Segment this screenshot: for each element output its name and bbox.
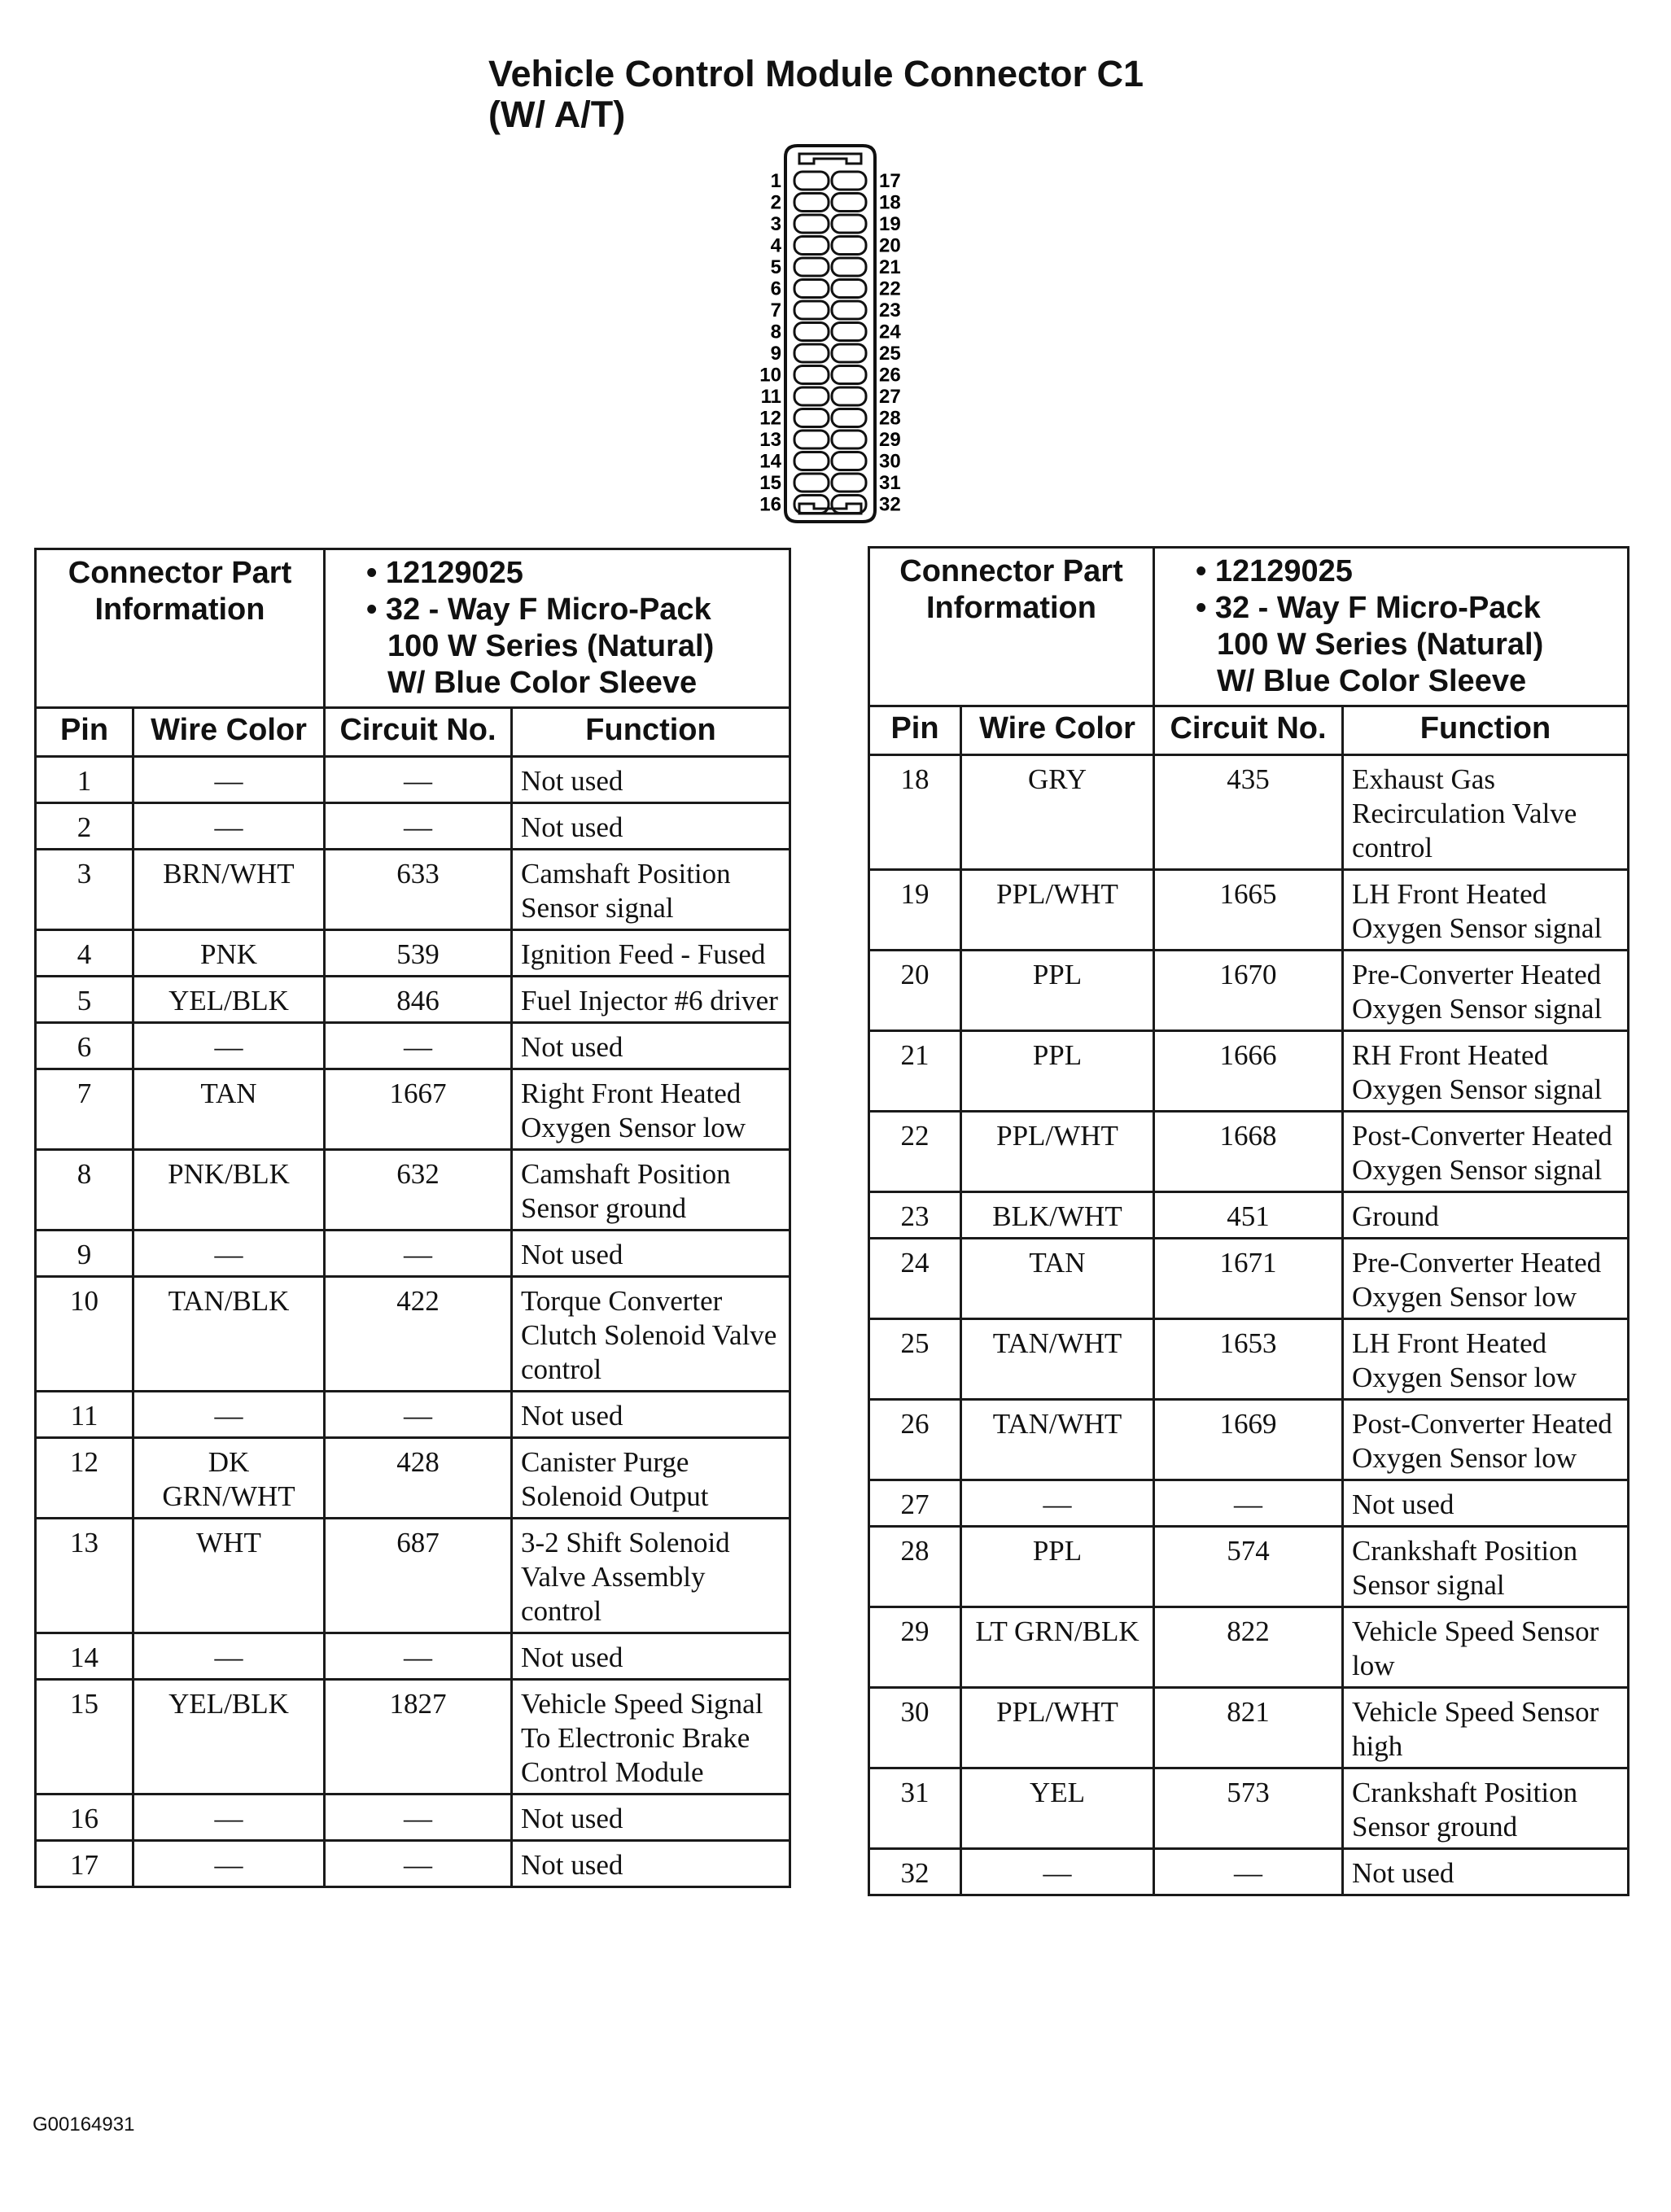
right-pin-cavity bbox=[832, 452, 866, 470]
circuit-cell: 1668 bbox=[1154, 1112, 1343, 1192]
function-cell: Vehicle Speed Sensor high bbox=[1343, 1688, 1629, 1768]
pin-cell: 28 bbox=[869, 1527, 961, 1607]
pin-number-label: 13 bbox=[759, 429, 781, 451]
circuit-cell: — bbox=[325, 1795, 512, 1841]
pin-number-label: 5 bbox=[770, 256, 781, 278]
pin-number-label: 6 bbox=[770, 278, 781, 300]
wire-color-cell: BLK/WHT bbox=[961, 1192, 1154, 1239]
pin-number-label: 15 bbox=[759, 472, 781, 494]
function-cell: Post-Converter Heated Oxygen Sensor signal bbox=[1343, 1112, 1629, 1192]
connector-housing bbox=[785, 146, 875, 522]
circuit-cell: — bbox=[325, 1841, 512, 1887]
pin-number-label: 28 bbox=[879, 407, 901, 430]
column-header-pin: Pin bbox=[869, 706, 961, 755]
function-cell: Crankshaft Position Sensor signal bbox=[1343, 1527, 1629, 1607]
table-row bbox=[36, 1841, 790, 1887]
circuit-cell: 632 bbox=[325, 1150, 512, 1231]
pin-cell: 18 bbox=[869, 755, 961, 870]
pin-number-label: 20 bbox=[879, 234, 901, 257]
pin-cell: 2 bbox=[36, 803, 133, 850]
pin-cell: 29 bbox=[869, 1607, 961, 1688]
pin-cell: 32 bbox=[869, 1849, 961, 1895]
wire-color-cell: PPL bbox=[961, 1031, 1154, 1112]
pin-cell: 21 bbox=[869, 1031, 961, 1112]
part-info-row bbox=[869, 548, 1629, 706]
pin-number-label: 31 bbox=[879, 472, 901, 494]
left-pin-cavity bbox=[794, 344, 829, 362]
pin-cell: 5 bbox=[36, 977, 133, 1023]
wire-color-cell: — bbox=[133, 1795, 325, 1841]
pin-number-label: 7 bbox=[770, 299, 781, 321]
circuit-cell: 539 bbox=[325, 930, 512, 977]
part-info-item: W/ Blue Color Sleeve bbox=[387, 666, 698, 700]
left-pin-cavity bbox=[794, 237, 829, 255]
function-cell: Not used bbox=[1343, 1849, 1629, 1895]
function-cell: Fuel Injector #6 driver bbox=[512, 977, 790, 1023]
table-row bbox=[869, 1527, 1629, 1607]
wire-color-cell: — bbox=[961, 1480, 1154, 1527]
table-row bbox=[869, 870, 1629, 951]
function-cell: Not used bbox=[512, 1633, 790, 1680]
left-pin-cavity bbox=[794, 194, 829, 212]
table-row bbox=[869, 1400, 1629, 1480]
left-pin-cavity bbox=[794, 387, 829, 405]
table-row bbox=[869, 1607, 1629, 1688]
circuit-cell: — bbox=[325, 1231, 512, 1277]
part-info-item: • 12129025 bbox=[366, 556, 523, 590]
wire-color-cell: PPL bbox=[961, 951, 1154, 1031]
circuit-cell: 573 bbox=[1154, 1768, 1343, 1849]
title-line-1: Vehicle Control Module Connector C1 bbox=[488, 53, 1144, 94]
table-row bbox=[36, 1023, 790, 1069]
column-header-row bbox=[36, 708, 790, 757]
column-header-function: Function bbox=[512, 708, 790, 757]
part-info-item: 100 W Series (Natural) bbox=[1217, 627, 1544, 662]
pin-table-left bbox=[34, 548, 791, 1888]
function-cell: Pre-Converter Heated Oxygen Sensor signal bbox=[1343, 951, 1629, 1031]
wire-color-cell: PPL/WHT bbox=[961, 870, 1154, 951]
table-row bbox=[869, 1239, 1629, 1319]
function-cell: Ignition Feed - Fused bbox=[512, 930, 790, 977]
circuit-cell: 422 bbox=[325, 1277, 512, 1392]
pin-number-label: 10 bbox=[759, 364, 781, 387]
function-cell: Camshaft Position Sensor ground bbox=[512, 1150, 790, 1231]
circuit-cell: 451 bbox=[1154, 1192, 1343, 1239]
function-cell: LH Front Heated Oxygen Sensor low bbox=[1343, 1319, 1629, 1400]
pin-number-label: 29 bbox=[879, 429, 901, 451]
table-row bbox=[36, 930, 790, 977]
function-cell: RH Front Heated Oxygen Sensor signal bbox=[1343, 1031, 1629, 1112]
pin-cell: 30 bbox=[869, 1688, 961, 1768]
pin-cell: 10 bbox=[36, 1277, 133, 1392]
circuit-cell: 1669 bbox=[1154, 1400, 1343, 1480]
circuit-cell: 1667 bbox=[325, 1069, 512, 1150]
function-cell: Not used bbox=[512, 803, 790, 850]
function-cell: Exhaust Gas Recirculation Valve control bbox=[1343, 755, 1629, 870]
column-header-function: Function bbox=[1343, 706, 1629, 755]
pin-cell: 26 bbox=[869, 1400, 961, 1480]
table-row bbox=[36, 1633, 790, 1680]
wire-color-cell: YEL/BLK bbox=[133, 1680, 325, 1795]
table-row bbox=[869, 1319, 1629, 1400]
left-pin-cavity bbox=[794, 280, 829, 298]
pin-number-label: 19 bbox=[879, 213, 901, 235]
pin-cell: 9 bbox=[36, 1231, 133, 1277]
pin-number-label: 2 bbox=[770, 191, 781, 214]
column-header-row bbox=[869, 706, 1629, 755]
table-row bbox=[36, 850, 790, 930]
wire-color-cell: TAN/WHT bbox=[961, 1319, 1154, 1400]
function-cell: Not used bbox=[512, 1392, 790, 1438]
table-row bbox=[36, 1069, 790, 1150]
table-row bbox=[36, 1392, 790, 1438]
document-title bbox=[488, 54, 1144, 135]
wire-color-cell: — bbox=[133, 1231, 325, 1277]
wire-color-cell: GRY bbox=[961, 755, 1154, 870]
left-pin-cavity bbox=[794, 431, 829, 448]
right-pin-cavity bbox=[832, 258, 866, 276]
function-cell: Not used bbox=[512, 1841, 790, 1887]
pin-cell: 24 bbox=[869, 1239, 961, 1319]
function-cell: Ground bbox=[1343, 1192, 1629, 1239]
table-row bbox=[36, 757, 790, 803]
table-row bbox=[36, 1795, 790, 1841]
wire-color-cell: PPL/WHT bbox=[961, 1112, 1154, 1192]
part-info-item: • 12129025 bbox=[1196, 554, 1353, 588]
table-row bbox=[36, 1231, 790, 1277]
pin-number-label: 27 bbox=[879, 386, 901, 408]
wire-color-cell: — bbox=[133, 1841, 325, 1887]
pin-cell: 16 bbox=[36, 1795, 133, 1841]
circuit-cell: — bbox=[1154, 1480, 1343, 1527]
pin-cell: 17 bbox=[36, 1841, 133, 1887]
circuit-cell: 1670 bbox=[1154, 951, 1343, 1031]
table-row bbox=[869, 755, 1629, 870]
left-pin-cavity bbox=[794, 258, 829, 276]
wire-color-cell: TAN bbox=[961, 1239, 1154, 1319]
function-cell: Not used bbox=[512, 757, 790, 803]
table-row bbox=[869, 1112, 1629, 1192]
right-pin-cavity bbox=[832, 431, 866, 448]
right-pin-cavity bbox=[832, 387, 866, 405]
pin-cell: 23 bbox=[869, 1192, 961, 1239]
right-pin-cavity bbox=[832, 172, 866, 190]
function-cell: Crankshaft Position Sensor ground bbox=[1343, 1768, 1629, 1849]
wire-color-cell: DK GRN/WHT bbox=[133, 1438, 325, 1519]
column-header-wire-color: Wire Color bbox=[133, 708, 325, 757]
circuit-cell: 1671 bbox=[1154, 1239, 1343, 1319]
pin-number-label: 26 bbox=[879, 364, 901, 387]
part-info-row bbox=[36, 549, 790, 708]
wire-color-cell: PPL/WHT bbox=[961, 1688, 1154, 1768]
table-row bbox=[36, 1680, 790, 1795]
part-info-list bbox=[325, 549, 790, 708]
table-row bbox=[869, 1768, 1629, 1849]
wire-color-cell: YEL/BLK bbox=[133, 977, 325, 1023]
function-cell: Not used bbox=[1343, 1480, 1629, 1527]
pin-number-label: 32 bbox=[879, 493, 901, 516]
left-pin-cavity bbox=[794, 452, 829, 470]
column-header-circuit: Circuit No. bbox=[325, 708, 512, 757]
function-cell: Camshaft Position Sensor signal bbox=[512, 850, 790, 930]
part-info-list bbox=[1154, 548, 1629, 706]
wire-color-cell: — bbox=[133, 1023, 325, 1069]
circuit-cell: 822 bbox=[1154, 1607, 1343, 1688]
circuit-cell: 428 bbox=[325, 1438, 512, 1519]
wire-color-cell: — bbox=[133, 803, 325, 850]
table-row bbox=[869, 1688, 1629, 1768]
table-row bbox=[869, 1031, 1629, 1112]
pin-number-label: 11 bbox=[760, 386, 781, 408]
pin-cell: 15 bbox=[36, 1680, 133, 1795]
wire-color-cell: TAN bbox=[133, 1069, 325, 1150]
table-row bbox=[36, 1519, 790, 1633]
part-info-label: Connector Part Information bbox=[869, 548, 1154, 706]
column-header-wire-color: Wire Color bbox=[961, 706, 1154, 755]
right-pin-cavity bbox=[832, 280, 866, 298]
table-row bbox=[869, 1480, 1629, 1527]
function-cell: Right Front Heated Oxygen Sensor low bbox=[512, 1069, 790, 1150]
pin-cell: 7 bbox=[36, 1069, 133, 1150]
right-pin-cavity bbox=[832, 366, 866, 384]
wire-color-cell: PNK/BLK bbox=[133, 1150, 325, 1231]
wire-color-cell: TAN/WHT bbox=[961, 1400, 1154, 1480]
circuit-cell: — bbox=[325, 1023, 512, 1069]
function-cell: Not used bbox=[512, 1231, 790, 1277]
table-row bbox=[36, 1277, 790, 1392]
left-pin-cavity bbox=[794, 323, 829, 341]
part-info-item: 100 W Series (Natural) bbox=[387, 629, 715, 663]
wire-color-cell: WHT bbox=[133, 1519, 325, 1633]
table-row bbox=[869, 1849, 1629, 1895]
function-cell: Pre-Converter Heated Oxygen Sensor low bbox=[1343, 1239, 1629, 1319]
table-row bbox=[36, 803, 790, 850]
pin-number-label: 24 bbox=[879, 321, 901, 343]
left-pin-cavity bbox=[794, 366, 829, 384]
pin-cell: 4 bbox=[36, 930, 133, 977]
function-cell: Vehicle Speed Signal To Electronic Brake Control Module bbox=[512, 1680, 790, 1795]
circuit-cell: 1665 bbox=[1154, 870, 1343, 951]
pin-cell: 13 bbox=[36, 1519, 133, 1633]
pin-number-label: 18 bbox=[879, 191, 901, 214]
wire-color-cell: LT GRN/BLK bbox=[961, 1607, 1154, 1688]
circuit-cell: 687 bbox=[325, 1519, 512, 1633]
pin-number-label: 12 bbox=[759, 407, 781, 430]
circuit-cell: 1666 bbox=[1154, 1031, 1343, 1112]
pin-cell: 11 bbox=[36, 1392, 133, 1438]
pin-number-label: 22 bbox=[879, 278, 901, 300]
table-row bbox=[869, 1192, 1629, 1239]
pin-cell: 25 bbox=[869, 1319, 961, 1400]
circuit-cell: — bbox=[325, 1633, 512, 1680]
right-pin-cavity bbox=[832, 215, 866, 233]
wire-color-cell: — bbox=[133, 1633, 325, 1680]
circuit-cell: 821 bbox=[1154, 1688, 1343, 1768]
wire-color-cell: PPL bbox=[961, 1527, 1154, 1607]
left-pin-cavity bbox=[794, 215, 829, 233]
right-pin-cavity bbox=[832, 194, 866, 212]
left-pin-cavity bbox=[794, 409, 829, 427]
pin-cell: 31 bbox=[869, 1768, 961, 1849]
title-line-2: (W/ A/T) bbox=[488, 94, 626, 135]
pin-number-label: 25 bbox=[879, 343, 901, 365]
table-row bbox=[36, 977, 790, 1023]
pin-cell: 8 bbox=[36, 1150, 133, 1231]
pin-number-label: 30 bbox=[879, 450, 901, 473]
right-pin-cavity bbox=[832, 237, 866, 255]
circuit-cell: — bbox=[1154, 1849, 1343, 1895]
pin-cell: 27 bbox=[869, 1480, 961, 1527]
wire-color-cell: YEL bbox=[961, 1768, 1154, 1849]
connector-latch-top bbox=[799, 154, 861, 164]
pin-cell: 22 bbox=[869, 1112, 961, 1192]
circuit-cell: — bbox=[325, 757, 512, 803]
pin-number-label: 8 bbox=[770, 321, 781, 343]
circuit-cell: — bbox=[325, 803, 512, 850]
function-cell: Not used bbox=[512, 1023, 790, 1069]
pin-cell: 1 bbox=[36, 757, 133, 803]
right-pin-cavity bbox=[832, 301, 866, 319]
left-pin-cavity bbox=[794, 301, 829, 319]
function-cell: Not used bbox=[512, 1795, 790, 1841]
wire-color-cell: TAN/BLK bbox=[133, 1277, 325, 1392]
wire-color-cell: — bbox=[961, 1849, 1154, 1895]
function-cell: LH Front Heated Oxygen Sensor signal bbox=[1343, 870, 1629, 951]
column-header-pin: Pin bbox=[36, 708, 133, 757]
column-header-circuit: Circuit No. bbox=[1154, 706, 1343, 755]
circuit-cell: 1827 bbox=[325, 1680, 512, 1795]
wire-color-cell: — bbox=[133, 1392, 325, 1438]
circuit-cell: 435 bbox=[1154, 755, 1343, 870]
connector-diagram bbox=[741, 142, 920, 525]
function-cell: Post-Converter Heated Oxygen Sensor low bbox=[1343, 1400, 1629, 1480]
wire-color-cell: PNK bbox=[133, 930, 325, 977]
function-cell: Vehicle Speed Sensor low bbox=[1343, 1607, 1629, 1688]
wire-color-cell: — bbox=[133, 757, 325, 803]
circuit-cell: 633 bbox=[325, 850, 512, 930]
part-info-item: W/ Blue Color Sleeve bbox=[1217, 664, 1527, 698]
table-row bbox=[36, 1150, 790, 1231]
pin-cell: 3 bbox=[36, 850, 133, 930]
pin-number-label: 14 bbox=[759, 450, 781, 473]
function-cell: Canister Purge Solenoid Output bbox=[512, 1438, 790, 1519]
pin-number-label: 4 bbox=[770, 234, 781, 257]
left-pin-cavity bbox=[794, 474, 829, 492]
pin-number-label: 21 bbox=[879, 256, 901, 278]
circuit-cell: 846 bbox=[325, 977, 512, 1023]
right-pin-cavity bbox=[832, 344, 866, 362]
table-row bbox=[869, 951, 1629, 1031]
right-pin-cavity bbox=[832, 323, 866, 341]
circuit-cell: — bbox=[325, 1392, 512, 1438]
part-info-label: Connector Part Information bbox=[36, 549, 325, 708]
table-row bbox=[36, 1438, 790, 1519]
pin-table-right bbox=[868, 546, 1629, 1896]
pin-cell: 19 bbox=[869, 870, 961, 951]
pin-cell: 6 bbox=[36, 1023, 133, 1069]
left-pin-cavity bbox=[794, 172, 829, 190]
pin-cell: 14 bbox=[36, 1633, 133, 1680]
circuit-cell: 574 bbox=[1154, 1527, 1343, 1607]
right-pin-cavity bbox=[832, 409, 866, 427]
pin-number-label: 3 bbox=[770, 213, 781, 235]
function-cell: Torque Converter Clutch Solenoid Valve control bbox=[512, 1277, 790, 1392]
circuit-cell: 1653 bbox=[1154, 1319, 1343, 1400]
wire-color-cell: BRN/WHT bbox=[133, 850, 325, 930]
part-info-item: • 32 - Way F Micro-Pack bbox=[366, 592, 711, 627]
right-pin-cavity bbox=[832, 474, 866, 492]
part-info-item: • 32 - Way F Micro-Pack bbox=[1196, 591, 1541, 625]
pin-number-label: 23 bbox=[879, 299, 901, 321]
pin-number-label: 17 bbox=[879, 170, 901, 192]
figure-code: G00164931 bbox=[33, 2114, 135, 2135]
pin-cell: 12 bbox=[36, 1438, 133, 1519]
function-cell: 3-2 Shift Solenoid Valve Assembly control bbox=[512, 1519, 790, 1633]
pin-number-label: 1 bbox=[770, 170, 781, 192]
pin-number-label: 16 bbox=[759, 493, 781, 516]
pin-number-label: 9 bbox=[770, 343, 781, 365]
pin-cell: 20 bbox=[869, 951, 961, 1031]
